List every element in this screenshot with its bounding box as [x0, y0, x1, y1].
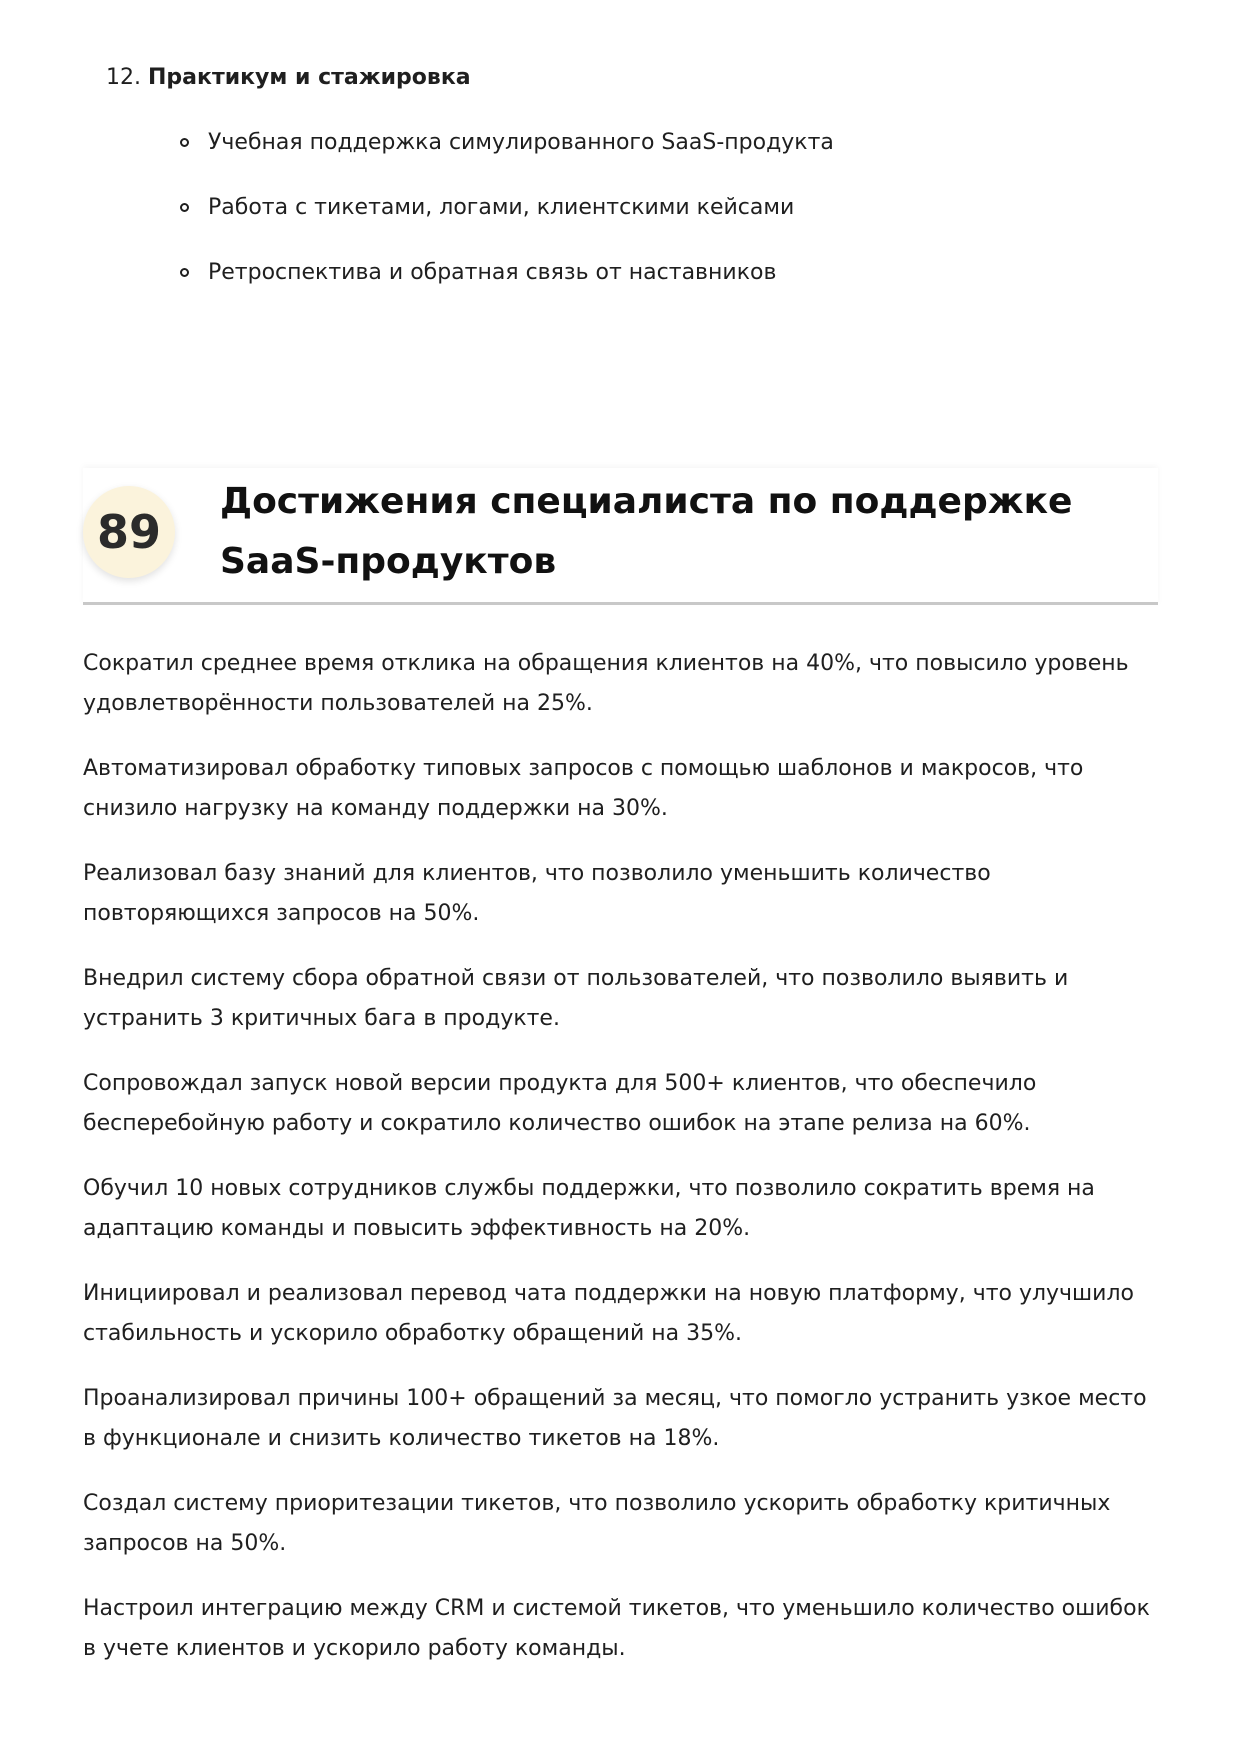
sub-list-item	[180, 192, 834, 224]
achievement-paragraph: Проанализировал причины 100+ обращений за месяц, что помогло устранить узкое место в функционале и снизить количество тикетов на 18%.	[83, 1386, 1147, 1451]
achievement-paragraph: Сопровождал запуск новой версии продукта для 500+ клиентов, что обеспечило бесперебойную работу и сократило количество ошибок на этапе релиза на 60%.	[83, 1071, 1037, 1136]
achievement-paragraph: Создал систему приоритезации тикетов, что позволило ускорить обработку критичных запросов на 50%.	[83, 1491, 1111, 1556]
achievement-paragraph: Инициировал и реализовал перевод чата поддержки на новую платформу, что улучшило стабильность и ускорило обработку обращений на 35%.	[83, 1281, 1135, 1346]
sub-list-item-text: Ретроспектива и обратная связь от наставников	[208, 260, 777, 285]
list-item-title: Практикум и стажировка	[148, 65, 471, 90]
section-title: Достижения специалиста по поддержке SaaS-продуктов	[220, 481, 1073, 582]
achievement-paragraph: Автоматизировал обработку типовых запросов с помощью шаблонов и макросов, что снизило нагрузку на команду поддержки на 30%.	[83, 756, 1084, 821]
circle-bullet-icon	[180, 203, 189, 212]
section-header	[83, 468, 1158, 605]
achievements-list	[83, 644, 1163, 1694]
achievement-paragraph: Внедрил систему сбора обратной связи от пользователей, что позволило выявить и устранить 3 критичных бага в продукте.	[83, 966, 1069, 1031]
sub-list-item-text: Учебная поддержка симулированного SaaS-продукта	[208, 130, 834, 155]
achievement-paragraph: Обучил 10 новых сотрудников службы поддержки, что позволило сократить время на адаптацию команды и повысить эффективность на 20%.	[83, 1176, 1095, 1241]
sub-list-item-text: Работа с тикетами, логами, клиентскими кейсами	[208, 195, 795, 220]
achievement-paragraph: Реализовал базу знаний для клиентов, что позволило уменьшить количество повторяющихся запросов на 50%.	[83, 861, 991, 926]
sub-list-item	[180, 127, 834, 159]
circle-bullet-icon	[180, 268, 189, 277]
achievement-paragraph: Сократил среднее время отклика на обращения клиентов на 40%, что повысило уровень удовлетворённости пользователей на 25%.	[83, 651, 1129, 716]
sub-list	[180, 127, 834, 322]
circle-bullet-icon	[180, 138, 189, 147]
achievement-paragraph: Настроил интеграцию между CRM и системой тикетов, что уменьшило количество ошибок в учете клиентов и ускорило работу команды.	[83, 1596, 1150, 1661]
numbered-list-item	[106, 62, 471, 94]
sub-list-item	[180, 257, 834, 289]
list-item-number: 12.	[106, 65, 141, 90]
section-number-badge: 89	[83, 486, 175, 578]
